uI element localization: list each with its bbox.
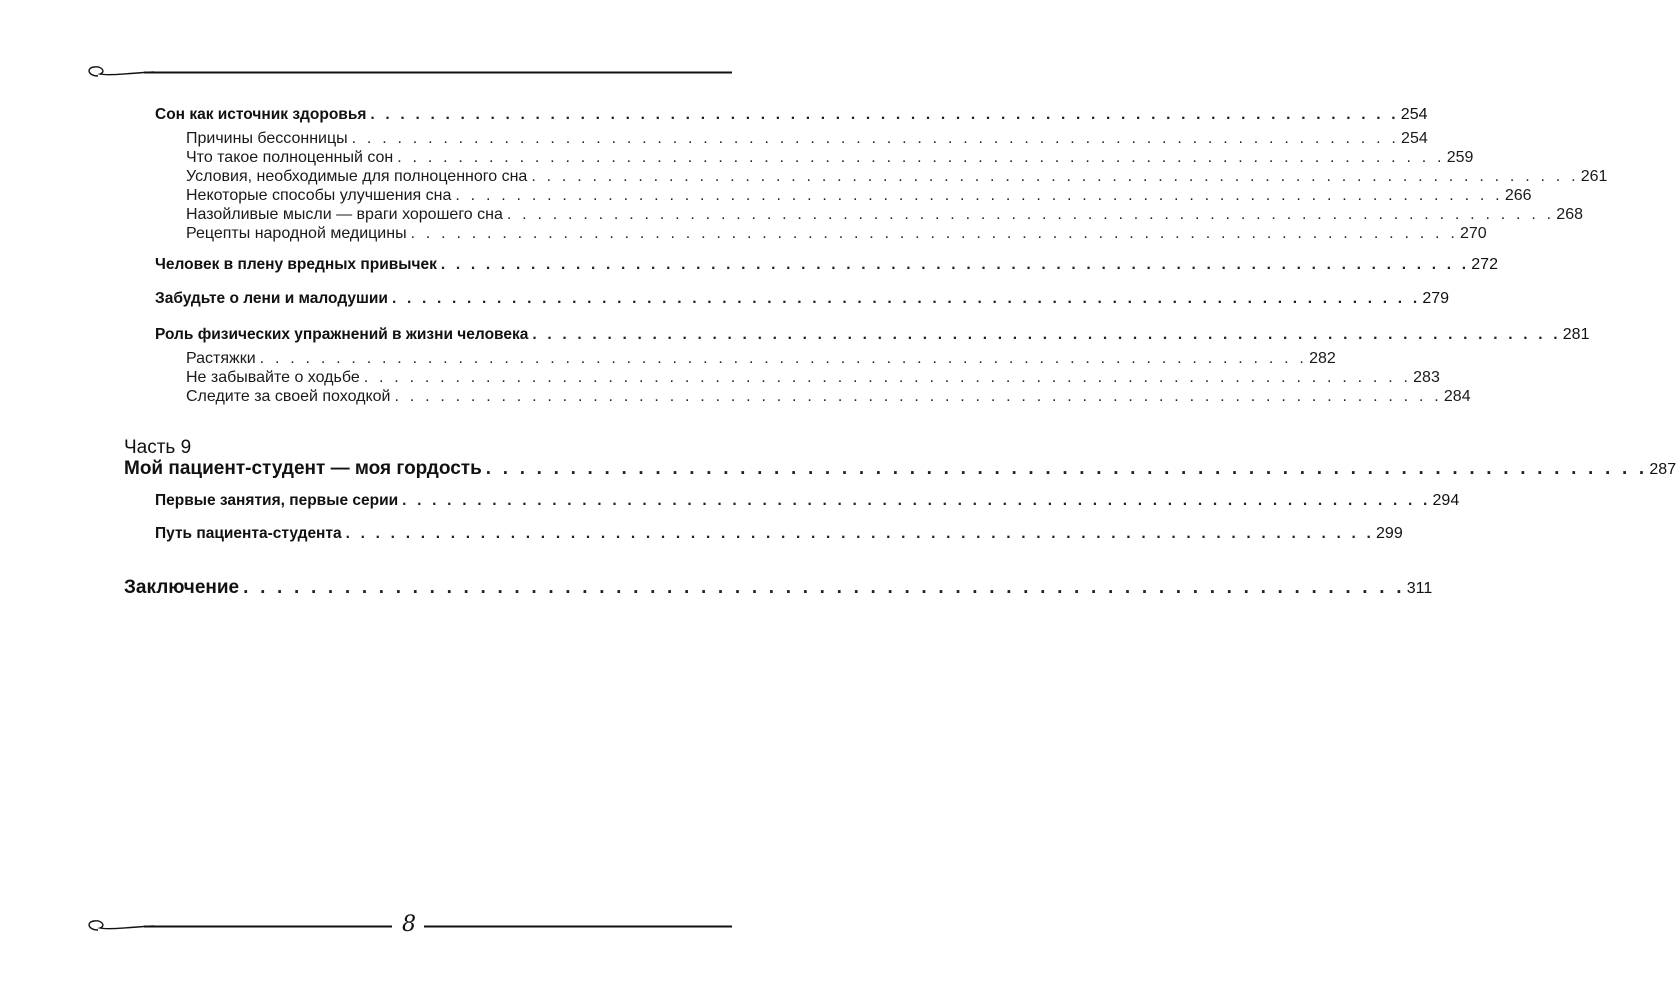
dot-leader: . . . . . . . . . . . . . . . . . . . . . . . . . . . . . . . . . . . . . . . . . . . . . . . . . . . . . . . . . . . . . . . . . . . . . xyxy=(243,577,1405,598)
dot-leader: . . . . . . . . . . . . . . . . . . . . . . . . . . . . . . . . . . . . . . . . . . . . . . . . . . . . . . . . . . . . . . . . . . . . . xyxy=(506,206,1555,223)
flourish-icon xyxy=(89,921,154,930)
toc-entry-page: 261 xyxy=(1580,168,1608,185)
dot-leader: . . . . . . . . . . . . . . . . . . . . . . . . . . . . . . . . . . . . . . . . . . . . . . . . . . . . . . . . . . . . . . . . . . . . . xyxy=(391,290,1421,307)
toc-entry-title: Сон как источник здоровья xyxy=(155,106,367,123)
dot-leader: . . . . . . . . . . . . . . . . . . . . . . . . . . . . . . . . . . . . . . . . . . . . . . . . . . . . . . . . . . . . . . . . . . . . . xyxy=(402,492,1431,509)
dot-leader: . . . . . . . . . . . . . . . . . . . . . . . . . . . . . . . . . . . . . . . . . . . . . . . . . . . . . . . . . . . . . . . . . . . . . xyxy=(485,458,1648,479)
toc-entry-title: Первые занятия, первые серии xyxy=(155,492,399,509)
dot-leader: . . . . . . . . . . . . . . . . . . . . . . . . . . . . . . . . . . . . . . . . . . . . . . . . . . . . . . . . . . . . . . . . . . . . . xyxy=(394,388,1442,405)
part-label: Часть 9 xyxy=(124,437,192,458)
dot-leader: . . . . . . . . . . . . . . . . . . . . . . . . . . . . . . . . . . . . . . . . . . . . . . . . . . . . . . . . . . . . . . . . . . . . . xyxy=(532,326,1561,343)
toc-entry-title: Роль физических упражнений в жизни человека xyxy=(155,326,529,343)
toc-entry-title: Назойливые мысли — враги хорошего сна xyxy=(186,206,503,223)
toc-entry-title: Причины бессонницы xyxy=(186,130,348,147)
toc-entry-page: 282 xyxy=(1309,350,1336,367)
toc-entry-page: 254 xyxy=(1401,130,1428,147)
toc-entry[interactable] xyxy=(155,256,1498,274)
toc-entry-title: Путь пациента-студента xyxy=(155,525,342,542)
dot-leader: . . . . . . . . . . . . . . . . . . . . . . . . . . . . . . . . . . . . . . . . . . . . . . . . . . . . . . . . . . . . . . . . . . . . . xyxy=(397,149,1445,166)
toc-entry[interactable] xyxy=(186,149,1474,167)
toc-entry[interactable] xyxy=(155,106,1428,124)
page-number: 8 xyxy=(402,912,416,937)
toc-entry-page: 272 xyxy=(1471,256,1498,273)
toc-entry-page: 311 xyxy=(1406,580,1433,597)
dot-leader: . . . . . . . . . . . . . . . . . . . . . . . . . . . . . . . . . . . . . . . . . . . . . . . . . . . . . . . . . . . . . . . . . . . . . xyxy=(345,525,1375,542)
toc-entry[interactable] xyxy=(186,350,1336,368)
toc-entry[interactable] xyxy=(155,492,1460,510)
dot-leader: . . . . . . . . . . . . . . . . . . . . . . . . . . . . . . . . . . . . . . . . . . . . . . . . . . . . . . . . . . . . . . . . . . . . . xyxy=(259,350,1308,367)
toc-entry[interactable] xyxy=(186,388,1471,406)
toc-entry-page: 284 xyxy=(1443,388,1471,405)
toc-entry-page: 299 xyxy=(1376,525,1403,542)
toc-entry-title: Растяжки xyxy=(186,350,256,367)
toc-entry-page: 254 xyxy=(1400,106,1428,123)
dot-leader: . . . . . . . . . . . . . . . . . . . . . . . . . . . . . . . . . . . . . . . . . . . . . . . . . . . . . . . . . . . . . . . . . . . . . xyxy=(455,187,1503,204)
toc-entry-page: 294 xyxy=(1432,492,1460,509)
toc-entry-title: Не забывайте о ходьбе xyxy=(186,369,360,386)
toc-entry-title: Условия, необходимые для полноценного сна xyxy=(186,168,528,185)
toc-entry-title: Что такое полноценный сон xyxy=(186,149,394,166)
dot-leader: . . . . . . . . . . . . . . . . . . . . . . . . . . . . . . . . . . . . . . . . . . . . . . . . . . . . . . . . . . . . . . . . . . . . . xyxy=(370,106,1399,123)
toc-entry[interactable] xyxy=(186,369,1440,387)
dot-leader: . . . . . . . . . . . . . . . . . . . . . . . . . . . . . . . . . . . . . . . . . . . . . . . . . . . . . . . . . . . . . . . . . . . . . xyxy=(440,256,1470,273)
toc-entry-page: 283 xyxy=(1413,369,1440,386)
toc-entry-title: Мой пациент-студент — моя гордость xyxy=(124,458,482,479)
toc-entry[interactable] xyxy=(186,225,1487,243)
toc-entry-title: Человек в плену вредных привычек xyxy=(155,256,437,273)
dot-leader: . . . . . . . . . . . . . . . . . . . . . . . . . . . . . . . . . . . . . . . . . . . . . . . . . . . . . . . . . . . . . . . . . . . . . xyxy=(351,130,1400,147)
toc-entry-page: 287 xyxy=(1649,461,1676,478)
toc-entry-title: Заключение xyxy=(124,577,240,598)
toc-entry[interactable] xyxy=(186,168,1608,186)
toc-entry-page: 270 xyxy=(1460,225,1487,242)
toc-entry-title: Некоторые способы улучшения сна xyxy=(186,187,452,204)
toc-entry-title: Рецепты народной медицины xyxy=(186,225,407,242)
toc-entry-title: Забудьте о лени и малодушии xyxy=(155,290,388,307)
dot-leader: . . . . . . . . . . . . . . . . . . . . . . . . . . . . . . . . . . . . . . . . . . . . . . . . . . . . . . . . . . . . . . . . . . . . . xyxy=(531,168,1579,185)
toc-entry[interactable] xyxy=(186,206,1583,224)
dot-leader: . . . . . . . . . . . . . . . . . . . . . . . . . . . . . . . . . . . . . . . . . . . . . . . . . . . . . . . . . . . . . . . . . . . . . xyxy=(410,225,1458,242)
toc-entry[interactable] xyxy=(186,187,1532,205)
dot-leader: . . . . . . . . . . . . . . . . . . . . . . . . . . . . . . . . . . . . . . . . . . . . . . . . . . . . . . . . . . . . . . . . . . . . . xyxy=(363,369,1412,386)
toc-entry[interactable] xyxy=(124,577,1433,599)
toc-entry-page: 266 xyxy=(1504,187,1532,204)
toc-entry-page: 279 xyxy=(1422,290,1450,307)
toc-entry-title: Следите за своей походкой xyxy=(186,388,391,405)
toc-entry[interactable] xyxy=(155,525,1403,543)
toc-entry[interactable] xyxy=(155,326,1590,344)
toc-entry-page: 281 xyxy=(1562,326,1590,343)
toc-entry[interactable] xyxy=(155,290,1450,308)
toc-entry[interactable] xyxy=(186,130,1428,148)
toc-entry[interactable] xyxy=(124,458,1676,480)
toc-entry-page: 268 xyxy=(1556,206,1583,223)
toc-entry-page: 259 xyxy=(1446,149,1474,166)
